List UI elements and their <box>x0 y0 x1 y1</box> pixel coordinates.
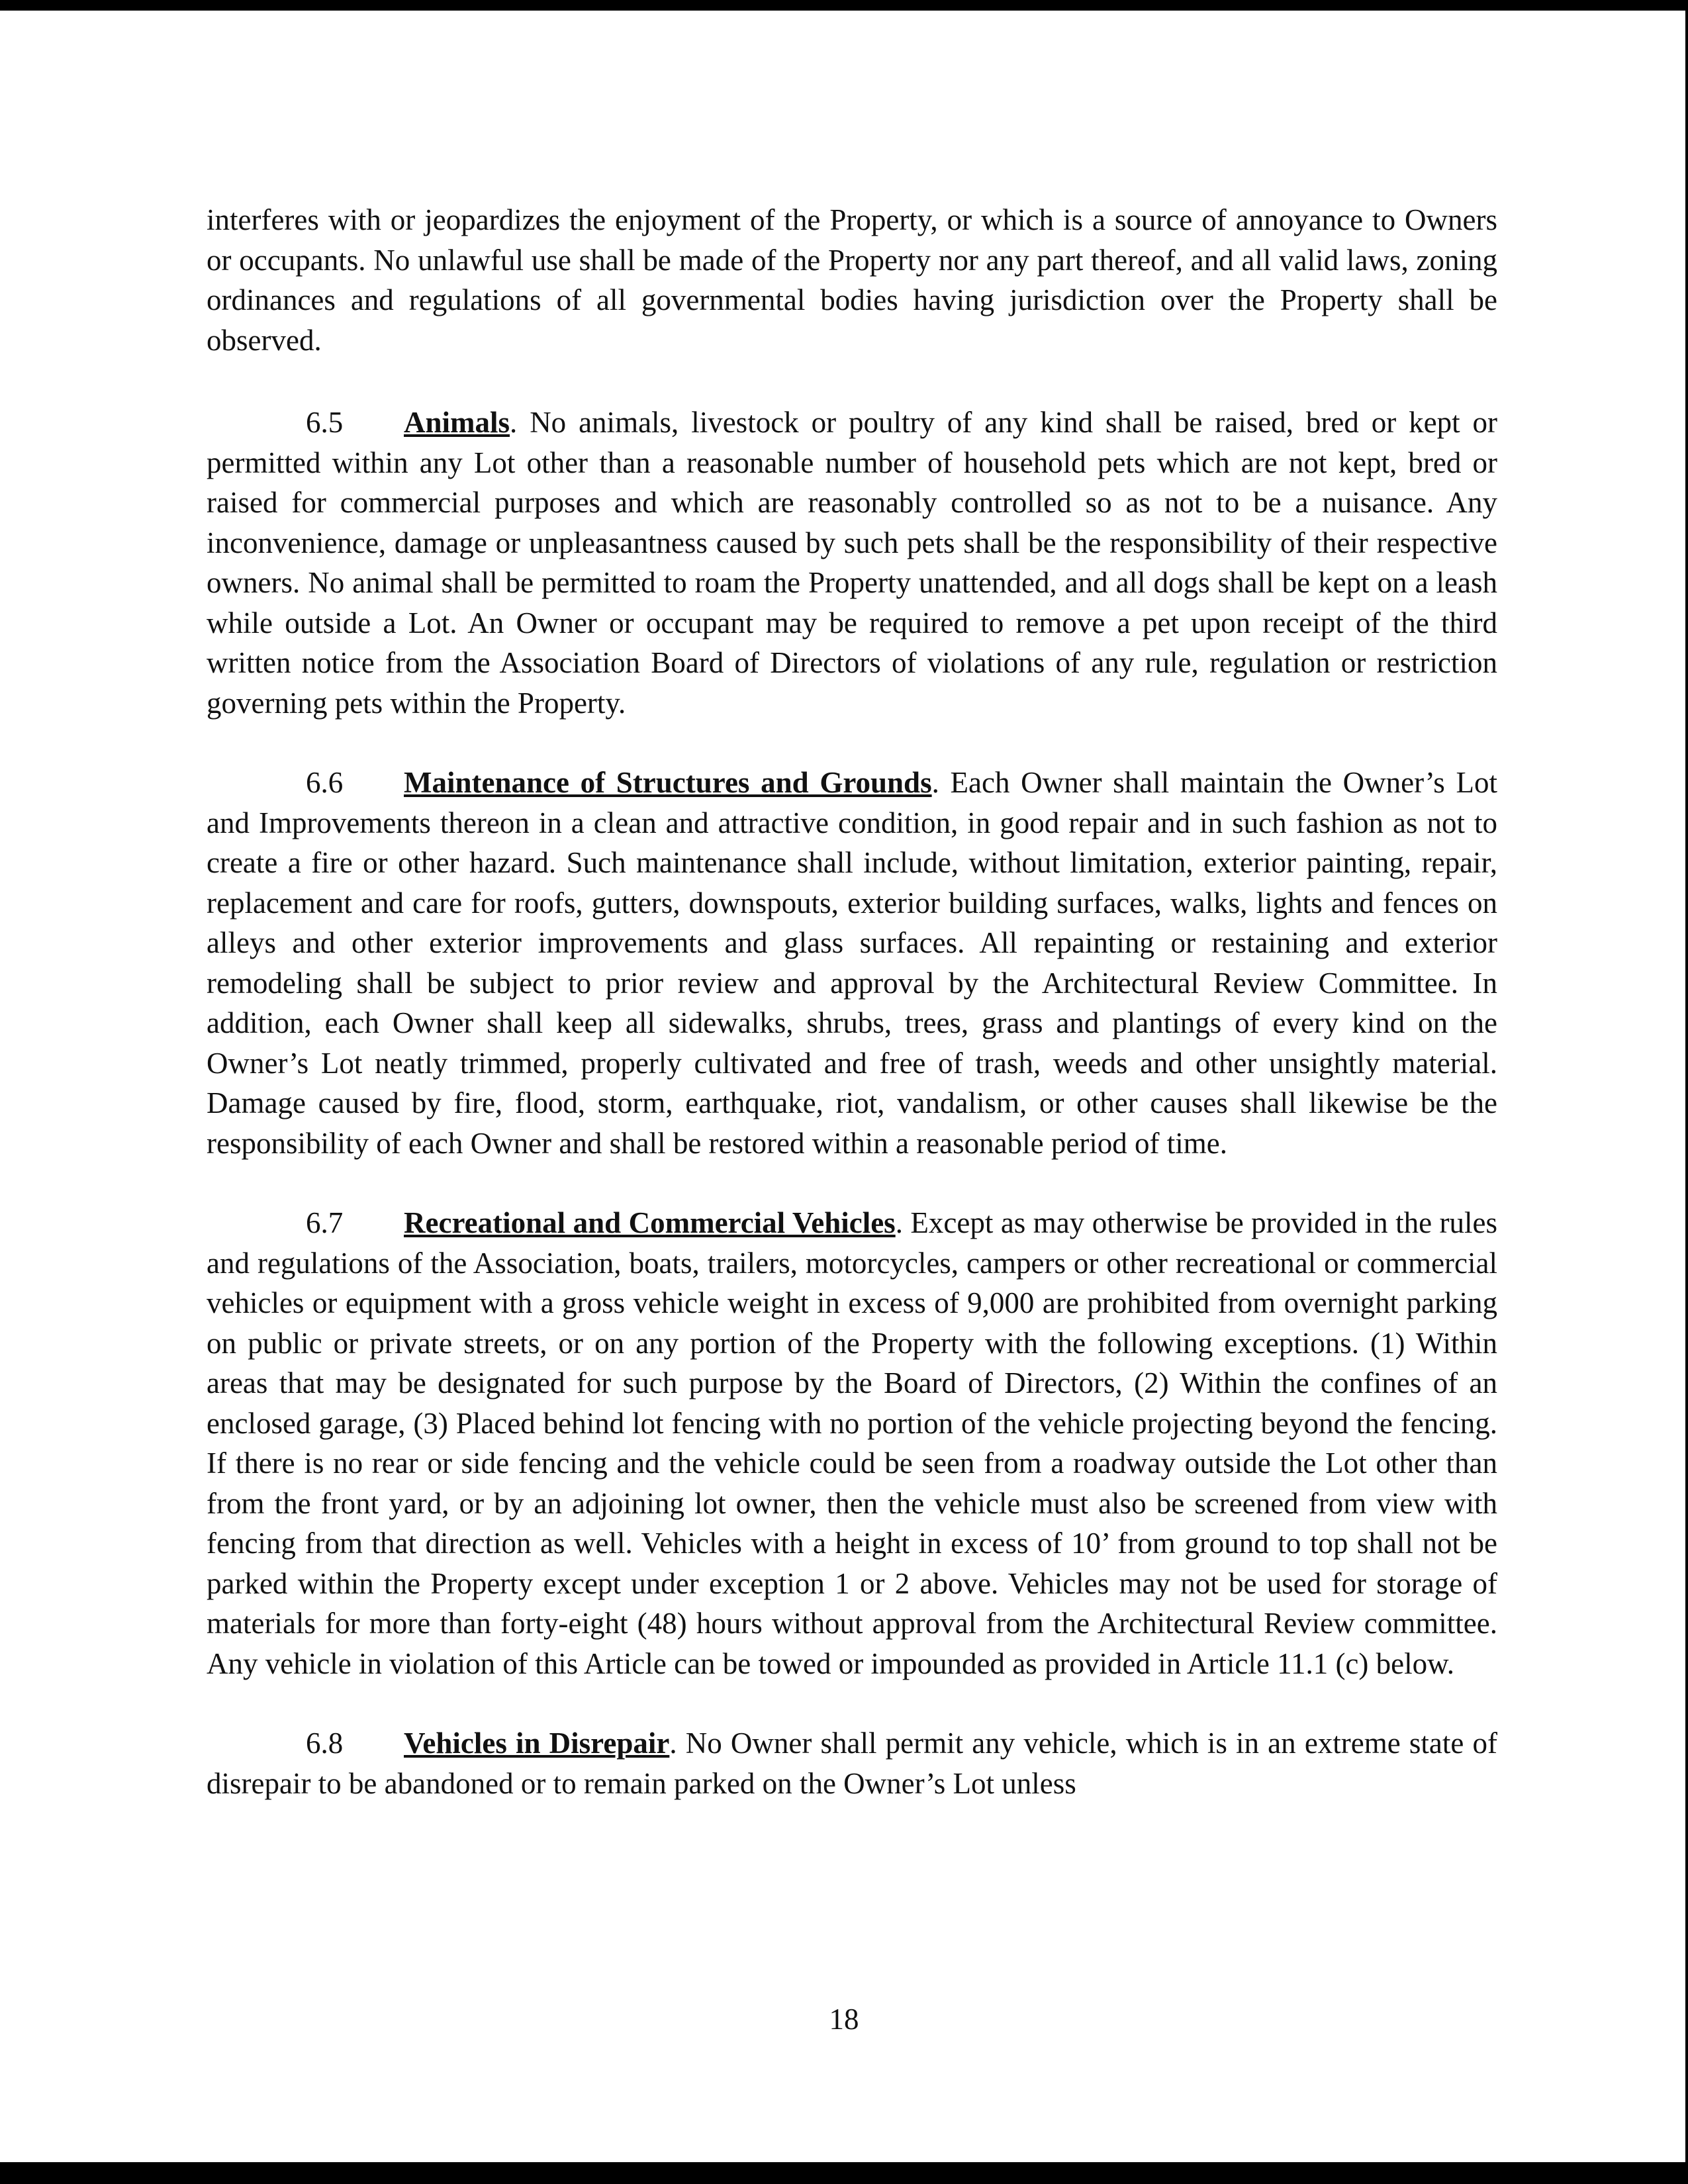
section-6-8: 6.8 Vehicles in Disrepair. No Owner shall permit any vehicle, which is in an extreme state of disrepair to be abandoned or to remain parked on the Owner’s Lot unless <box>207 1723 1497 1803</box>
section-heading: Animals <box>404 406 510 439</box>
page-number: 18 <box>829 2003 859 2036</box>
section-number: 6.6 <box>306 766 344 799</box>
section-6-6: 6.6 Maintenance of Structures and Grounds. Each Owner shall maintain the Owner’s Lot and Improvements thereon in a clean and attractive condition, in good repair and in such fashion as not to create a fire or other hazard. Such maintenance shall include, without limitation, exterior painting, repair, replacement and care for roofs, gutters, downspouts, exterior building surfaces, walks, lights and fences on alleys and other exterior improvements and glass surfaces. All repainting or restaining and exterior remodeling shall be subject to prior review and approval by the Architectural Review Committee. In addition, each Owner shall keep all sidewalks, shrubs, trees, grass and plantings of every kind on the Owner’s Lot neatly trimmed, properly cultivated and free of trash, weeds and other unsightly material. Damage caused by fire, flood, storm, earthquake, riot, vandalism, or other causes shall likewise be the responsibility of each Owner and shall be restored within a reasonable period of time. <box>207 763 1497 1163</box>
section-body: Each Owner shall maintain the Owner’s Lot and Improvements thereon in a clean and attractive condition, in good repair and in such fashion as not to create a fire or other hazard. Such maintenance shall include, without limitation, exterior painting, repair, replacement and care for roofs, gutters, downspouts, exterior building surfaces, walks, lights and fences on alleys and other exterior improvements and glass surfaces. All repainting or restaining and exterior remodeling shall be subject to prior review and approval by the Architectural Review Committee. In addition, each Owner shall keep all sidewalks, shrubs, trees, grass and plantings of every kind on the Owner’s Lot neatly trimmed, properly cultivated and free of trash, weeds and other unsightly material. Damage caused by fire, flood, storm, earthquake, riot, vandalism, or other causes shall likewise be the responsibility of each Owner and shall be restored within a reasonable period of time. <box>207 766 1497 1160</box>
document-body <box>207 200 1497 1843</box>
section-body: No animals, livestock or poultry of any kind shall be raised, bred or kept or permitted within any Lot other than a reasonable number of household pets which are not kept, bred or raised for commercial purposes and which are reasonably controlled so as not to be a nuisance. Any inconvenience, damage or unpleasantness caused by such pets shall be the responsibility of their respective owners. No animal shall be permitted to roam the Property unattended, and all dogs shall be kept on a leash while outside a Lot. An Owner or occupant may be required to remove a pet upon receipt of the third written notice from the Association Board of Directors of violations of any rule, regulation or restriction governing pets within the Property. <box>207 406 1497 720</box>
scan-bottom-border <box>0 2162 1688 2184</box>
section-heading: Recreational and Commercial Vehicles <box>404 1206 896 1239</box>
section-6-7: 6.7 Recreational and Commercial Vehicles. Except as may otherwise be provided in the rules and regulations of the Association, boats, trailers, motorcycles, campers or other recreational or commercial vehicles or equipment with a gross vehicle weight in excess of 9,000 are prohibited from overnight parking on public or private streets, or on any portion of the Property with the following exceptions. (1) Within areas that may be designated for such purpose by the Board of Directors, (2) Within the confines of an enclosed garage, (3) Placed behind lot fencing with no portion of the vehicle projecting beyond the fencing. If there is no rear or side fencing and the vehicle could be seen from a roadway outside the Lot other than from the front yard, or by an adjoining lot owner, then the vehicle must also be screened from view with fencing from that direction as well. Vehicles with a height in excess of 10’ from ground to top shall not be parked within the Property except under exception 1 or 2 above. Vehicles may not be used for storage of materials for more than forty-eight (48) hours without approval from the Architectural Review committee. Any vehicle in violation of this Article can be towed or impounded as provided in Article 11.1 (c) below. <box>207 1203 1497 1684</box>
scan-top-border <box>0 0 1688 11</box>
section-body: Except as may otherwise be provided in the rules and regulations of the Association, boats, trailers, motorcycles, campers or other recreational or commercial vehicles or equipment with a gross vehicle weight in excess of 9,000 are prohibited from overnight parking on public or private streets, or on any portion of the Property with the following exceptions. (1) Within areas that may be designated for such purpose by the Board of Directors, (2) Within the confines of an enclosed garage, (3) Placed behind lot fencing with no portion of the vehicle projecting beyond the fencing. If there is no rear or side fencing and the vehicle could be seen from a roadway outside the Lot other than from the front yard, or by an adjoining lot owner, then the vehicle must also be screened from view with fencing from that direction as well. Vehicles with a height in excess of 10’ from ground to top shall not be parked within the Property except under exception 1 or 2 above. Vehicles may not be used for storage of materials for more than forty-eight (48) hours without approval from the Architectural Review committee. Any vehicle in violation of this Article can be towed or impounded as provided in Article 11.1 (c) below. <box>207 1206 1497 1680</box>
section-number: 6.7 <box>306 1206 344 1239</box>
section-number: 6.5 <box>306 406 344 439</box>
scan-right-border <box>1685 0 1688 2184</box>
section-body: No Owner shall permit any vehicle, which is in an extreme state of disrepair to be abandoned or to remain parked on the Owner’s Lot unless <box>207 1727 1497 1800</box>
intro-paragraph: interferes with or jeopardizes the enjoyment of the Property, or which is a source of annoyance to Owners or occupants. No unlawful use shall be made of the Property nor any part thereof, and all valid laws, zoning ordinances and regulations of all governmental bodies having jurisdiction over the Property shall be observed. <box>207 203 1497 357</box>
section-heading: Vehicles in Disrepair <box>404 1727 670 1760</box>
section-heading: Maintenance of Structures and Grounds <box>404 766 932 799</box>
section-6-5: 6.5 Animals. No animals, livestock or poultry of any kind shall be raised, bred or kept or permitted within any Lot other than a reasonable number of household pets which are not kept, bred or raised for commercial purposes and which are reasonably controlled so as not to be a nuisance. Any inconvenience, damage or unpleasantness caused by such pets shall be the responsibility of their respective owners. No animal shall be permitted to roam the Property unattended, and all dogs shall be kept on a leash while outside a Lot. An Owner or occupant may be required to remove a pet upon receipt of the third written notice from the Association Board of Directors of violations of any rule, regulation or restriction governing pets within the Property. <box>207 403 1497 723</box>
section-number: 6.8 <box>306 1727 344 1760</box>
